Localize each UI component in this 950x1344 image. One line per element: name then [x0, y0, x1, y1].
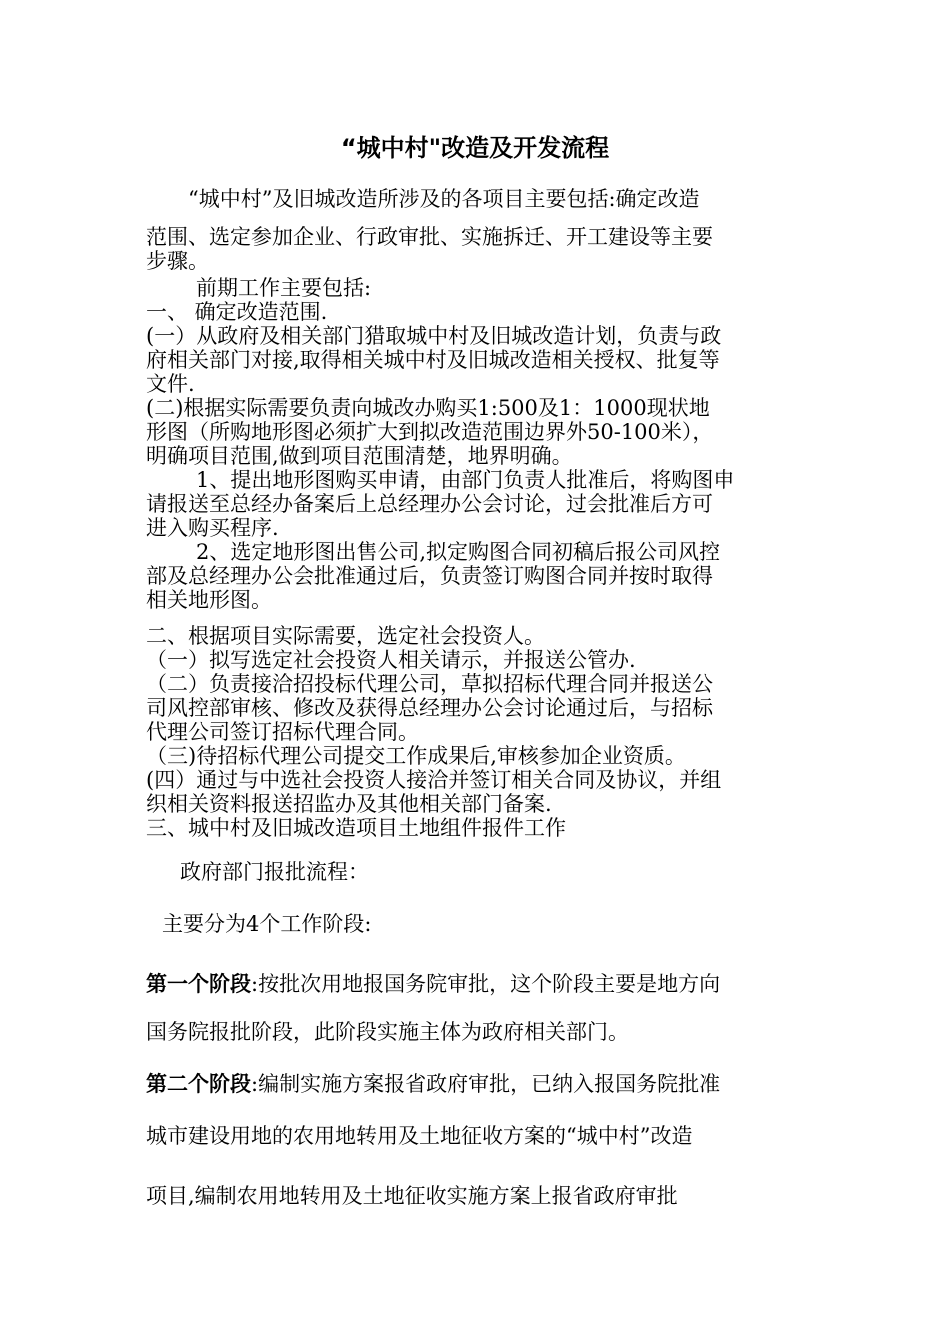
preliminary-work-section — [146, 276, 811, 612]
text-line: 请报送至总经办备案后上总经理办公会讨论，过会批准后方可 — [146, 492, 713, 516]
intro-paragraph — [146, 186, 811, 212]
stage-2-line-3: 项目,编制农用地转用及土地征收实施方案上报省政府审批 — [146, 1184, 678, 1208]
section-heading-2: 二、根据项目实际需要，选定社会投资人。 — [146, 624, 545, 648]
text-line: （一）拟写选定社会投资人相关请示，并报送公管办. — [146, 648, 636, 672]
text-line: 织相关资料报送招监办及其他相关部门备案. — [146, 792, 552, 816]
text-line: 代理公司签订招标代理合同。 — [146, 720, 419, 744]
text-line: 范围、选定参加企业、行政审批、实施拆迁、开工建设等主要 — [146, 225, 713, 249]
text-line: 府相关部门对接,取得相关城中村及旧城改造相关授权、批复等 — [146, 348, 720, 372]
text-line: 2、选定地形图出售公司,拟定购图合同初稿后报公司风控 — [196, 540, 721, 564]
text-line: （二）负责接洽招投标代理公司，草拟招标代理合同并报送公 — [146, 672, 713, 696]
text-line: “城中村”及旧城改造所涉及的各项目主要包括:确定改造 — [188, 187, 700, 211]
stage-2-line-2: 城市建设用地的农用地转用及土地征收方案的“城中村”改造 — [146, 1124, 693, 1148]
stage-2-line — [146, 1071, 720, 1097]
text-line: 相关地形图。 — [146, 588, 272, 612]
text-line: （三)待招标代理公司提交工作成果后,审核参加企业资质。 — [146, 744, 686, 768]
document-title: “城中村"改造及开发流程 — [340, 134, 610, 162]
stage-1-line — [146, 971, 720, 997]
section-heading-3: 三、城中村及旧城改造项目土地组件报件工作 — [146, 816, 566, 840]
text-line: (四）通过与中选社会投资人接洽并签订相关合同及协议，并组 — [146, 768, 722, 792]
text-line: (一）从政府及相关部门猎取城中村及旧城改造计划，负责与政 — [146, 324, 722, 348]
text-line: 司风控部审核、修改及获得总经理办公会讨论通过后，与招标 — [146, 696, 713, 720]
text-line: 1、提出地形图购买申请，由部门负责人批准后，将购图申 — [196, 468, 735, 492]
section-heading-1: 一、 确定改造范围. — [146, 300, 328, 324]
investor-selection-section — [146, 624, 811, 840]
text-line: 步骤。 — [146, 249, 209, 273]
text-line: 前期工作主要包括: — [196, 276, 372, 300]
text-line: 部及总经理办公会批准通过后，负责签订购图合同并按时取得 — [146, 564, 713, 588]
text-line: 明确项目范围,做到项目范围清楚，地界明确。 — [146, 444, 573, 468]
stage-1-label: 第一个阶段 — [146, 972, 251, 996]
text-line: 形图（所购地形图必须扩大到拟改造范围边界外50-100米）， — [146, 420, 714, 444]
intro-paragraph-continued — [146, 225, 811, 273]
text-line: 文件. — [146, 372, 195, 396]
text-line: 进入购买程序. — [146, 516, 279, 540]
stage-2-text: :编制实施方案报省政府审批，已纳入报国务院批准 — [251, 1072, 721, 1096]
stage-1-line-2: 国务院报批阶段，此阶段实施主体为政府相关部门。 — [146, 1020, 629, 1044]
text-line: (二)根据实际需要负责向城改办购买1:500及1：1000现状地 — [146, 396, 710, 420]
stages-intro: 主要分为4个工作阶段: — [162, 912, 372, 936]
approval-process-heading: 政府部门报批流程： — [180, 860, 369, 884]
stage-1-text: :按批次用地报国务院审批，这个阶段主要是地方向 — [251, 972, 721, 996]
stage-2-label: 第二个阶段 — [146, 1072, 251, 1096]
